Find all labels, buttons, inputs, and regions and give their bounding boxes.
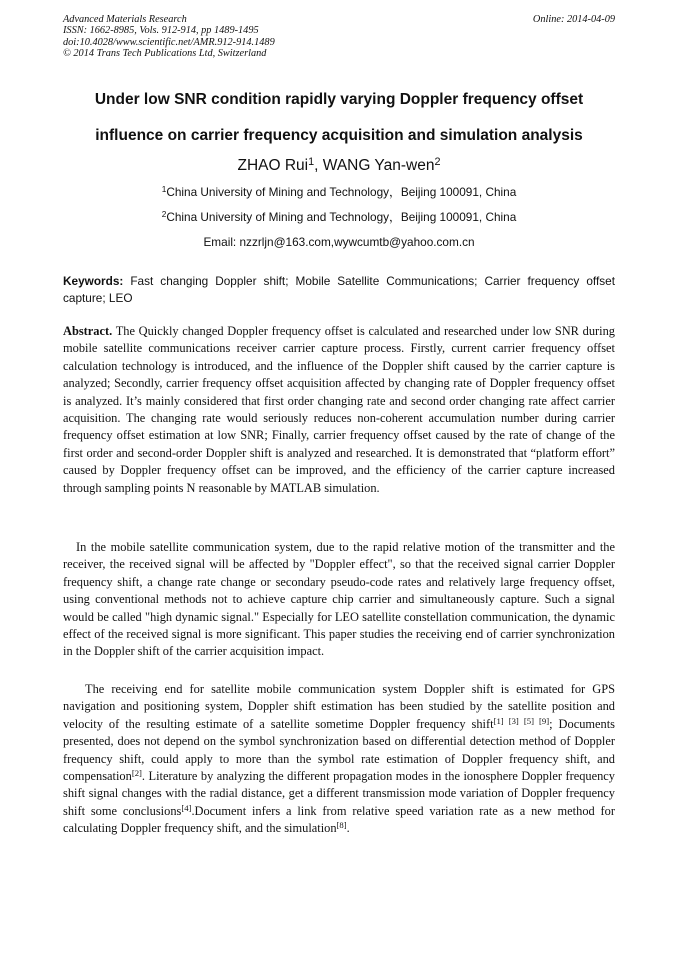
affiliation-2 (40, 210, 638, 224)
body-paragraph-1: In the mobile satellite communication system, due to the rapid relative motion of the transmitter and the receiver, the received signal will be affected by "Doppler effect", so that the received signal carrier Doppler frequency shift, a change rate change or secondary pseudo-code rates and relatively large frequency offset, using conventional methods not to achieve capture chip carrier and simultaneously capture. Such a signal would be called "high dynamic signal." Especially for LEO satellite constellation communication, the dynamic effect of the received signal is more significant. This paper studies the receiving end of carrier synchronization in the Doppler shift of the carrier acquisition impact. (63, 540, 615, 659)
paper-title-line-1: Under low SNR condition rapidly varying Doppler frequency offset (94, 91, 584, 108)
keywords (63, 273, 615, 307)
citation-ref-4[interactable]: [4] (181, 802, 192, 813)
body-paragraph-2 (63, 681, 615, 838)
author-list (40, 157, 638, 175)
citation-ref-1-3-5-9[interactable]: [1] [3] [5] [9] (493, 715, 550, 726)
author-1-affiliation-mark: 1 (308, 156, 315, 169)
journal-header (63, 14, 615, 60)
affiliation-1-mark: 1 (161, 185, 167, 195)
doi-line[interactable]: doi:10.4028/www.scientific.net/AMR.912-914.1489 (63, 36, 275, 48)
keywords-text: Fast changing Doppler shift; Mobile Satellite Communications; Carrier frequency offset capture; LEO (63, 274, 615, 305)
author-separator: , (314, 157, 323, 174)
paragraph-2-text-1: The receiving end for satellite mobile communication system Doppler shift is estimated for GPS navigation and positioning system, Doppler shift estimation has been studied by the satellite position and velocity of the resulting estimate of a satellite sometime Doppler frequency shift (63, 682, 615, 731)
affiliation-2-mark: 2 (161, 210, 167, 220)
abstract-text: The Quickly changed Doppler frequency offset is calculated and researched under low SNR during mobile satellite communications receiver carrier capture process. Firstly, current carrier frequency offset calculation technology is introduced, and the influence of the Doppler shift caused by the carrier capture is analyzed; Secondly, carrier frequency offset acquisition affected by changing rate of Doppler frequency offset is analyzed. It’s mainly considered that first order changing rate and second order changing rate affect carrier acquisition. The changing rate would seriously reduces non-coherent accumulation number during carrier frequency offset estimation at low SNR; Finally, carrier frequency offset caused by the rate of change of the first order and second-order Doppler shift is analyzed and researched. It is demonstrated that “platform effort” caused by Doppler frequency offset can be improved, and the efficiency of the carrier capture increased through sampling points N reasonable by MATLAB simulation. (63, 324, 615, 495)
affiliation-1-text: China University of Mining and Technology，Beijing 100091, China (166, 185, 517, 199)
affiliation-1 (40, 185, 638, 199)
contact-email[interactable]: Email: nzzrljn@163.com,wywcumtb@yahoo.com.cn (203, 235, 475, 249)
paper-title-line-2: influence on carrier frequency acquisition and simulation analysis (95, 127, 583, 144)
keywords-label: Keywords: (63, 274, 124, 288)
author-2-affiliation-mark: 2 (434, 156, 441, 169)
paragraph-2-text-3: . Literature by analyzing the different propagation modes in the ionosphere Doppler frequency shift signal changes with the radial distance, get a different transmission mode variation of Doppler frequency shift some conclusions (63, 769, 615, 818)
author-1-name: ZHAO Rui (237, 157, 309, 174)
online-date: Online: 2014-04-09 (532, 14, 615, 25)
paragraph-2-text-4: .Document infers a link from relative speed variation rate as a new method for calculating Doppler frequency shift, and the simulation (63, 803, 615, 836)
issn-line: ISSN: 1662-8985, Vols. 912-914, pp 1489-1495 (63, 25, 259, 37)
paragraph-2-text-2: ; Documents presented, does not depend on the symbol synchronization based on differential detection method of Doppler frequency shift, could apply to more than the symbol rate estimation of Doppler frequency shift, and compensation (63, 716, 615, 784)
copyright-line: © 2014 Trans Tech Publications Ltd, Switzerland (63, 48, 267, 60)
affiliation-2-text: China University of Mining and Technology，Beijing 100091, China (166, 210, 517, 224)
journal-name: Advanced Materials Research (63, 14, 187, 25)
abstract-label: Abstract. (63, 324, 113, 338)
paragraph-2-text-5: . (346, 821, 350, 836)
author-2-name: WANG Yan-wen (322, 157, 435, 174)
abstract (63, 323, 615, 497)
citation-ref-8[interactable]: [8] (336, 820, 347, 831)
citation-ref-2[interactable]: [2] (131, 768, 142, 779)
